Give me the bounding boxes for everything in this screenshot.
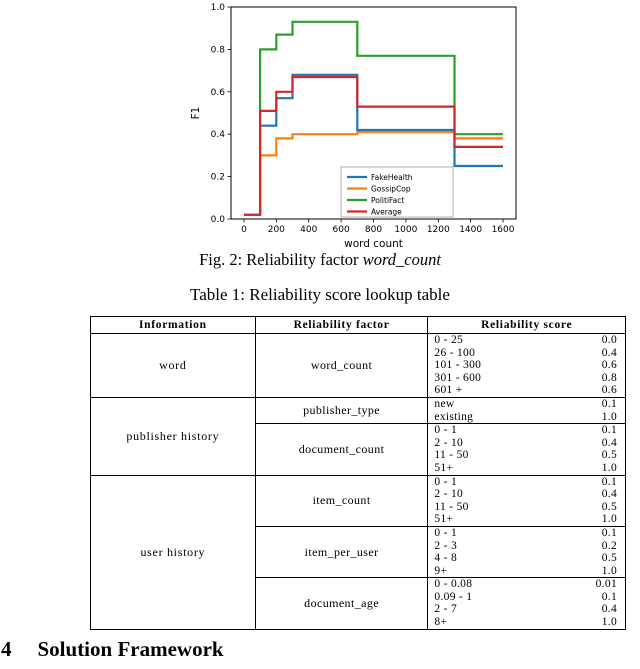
score-value: 0.4 bbox=[601, 436, 617, 449]
score-value: 0.1 bbox=[601, 475, 617, 488]
score-range: 11 - 50 bbox=[434, 449, 469, 462]
y-tick-label: 0.0 bbox=[210, 215, 225, 225]
score-line bbox=[434, 578, 617, 591]
legend-label-Average: Average bbox=[371, 207, 402, 217]
x-tick-label: 1200 bbox=[426, 225, 450, 235]
y-tick-label: 0.2 bbox=[210, 172, 225, 183]
reliability-factor-cell: item_per_user bbox=[255, 526, 428, 577]
y-tick-label: 0.6 bbox=[210, 87, 225, 98]
score-range: 301 - 600 bbox=[434, 371, 482, 384]
score-line bbox=[434, 476, 617, 489]
score-value: 0.1 bbox=[601, 424, 617, 437]
score-range: 51+ bbox=[434, 513, 454, 526]
score-value: 0.1 bbox=[601, 590, 617, 603]
score-line bbox=[434, 616, 617, 629]
score-value: 0.1 bbox=[601, 526, 617, 539]
score-line bbox=[434, 424, 617, 437]
score-value: 1.0 bbox=[601, 513, 617, 526]
score-value: 0.4 bbox=[601, 488, 617, 501]
legend-label-PolitiFact: PolitiFact bbox=[371, 195, 405, 205]
score-line bbox=[434, 411, 617, 424]
table-row bbox=[91, 475, 626, 526]
score-range: new bbox=[434, 397, 455, 410]
score-line bbox=[434, 488, 617, 501]
figure-2-chart bbox=[186, 1, 531, 253]
score-range: 0 - 1 bbox=[434, 526, 458, 539]
score-range: 101 - 300 bbox=[434, 359, 482, 372]
score-value: 0.4 bbox=[601, 346, 617, 359]
y-tick-label: 0.8 bbox=[210, 45, 225, 56]
reliability-factor-cell: document_age bbox=[255, 578, 428, 629]
score-value: 0.5 bbox=[601, 449, 617, 462]
score-range: 26 - 100 bbox=[434, 346, 476, 359]
score-range: 8+ bbox=[434, 616, 448, 629]
score-range: 2 - 10 bbox=[434, 436, 464, 449]
score-value: 1.0 bbox=[601, 616, 617, 629]
score-line bbox=[434, 437, 617, 450]
figure-caption-term: word_count bbox=[362, 250, 441, 269]
x-tick-label: 1400 bbox=[459, 225, 483, 235]
score-line bbox=[434, 603, 617, 616]
score-range: 0 - 1 bbox=[434, 424, 458, 437]
reliability-factor-cell: word_count bbox=[255, 334, 428, 398]
score-value: 0.6 bbox=[601, 384, 617, 397]
score-range: 9+ bbox=[434, 564, 448, 577]
x-tick-label: 200 bbox=[267, 225, 285, 235]
section-number: 4 bbox=[1, 637, 12, 661]
header-reliability-score: Reliability score bbox=[428, 317, 626, 334]
score-line bbox=[434, 372, 617, 385]
x-tick-label: 1600 bbox=[491, 225, 515, 235]
score-line bbox=[434, 359, 617, 372]
score-value: 1.0 bbox=[601, 564, 617, 577]
section-heading bbox=[1, 637, 224, 662]
score-line bbox=[434, 501, 617, 514]
score-line bbox=[434, 565, 617, 578]
score-value: 1.0 bbox=[601, 410, 617, 423]
score-line bbox=[434, 334, 617, 347]
score-value: 0.0 bbox=[601, 334, 617, 346]
header-information: Information bbox=[91, 317, 256, 334]
table-header-row bbox=[91, 317, 626, 334]
x-tick-label: 1000 bbox=[394, 225, 418, 235]
score-line bbox=[434, 462, 617, 475]
score-value: 0.01 bbox=[595, 578, 617, 591]
table-row bbox=[91, 397, 626, 423]
score-value: 0.5 bbox=[601, 552, 617, 565]
score-value: 0.8 bbox=[601, 371, 617, 384]
score-line bbox=[434, 513, 617, 526]
score-range: 0 - 25 bbox=[434, 334, 464, 346]
score-range: 0.09 - 1 bbox=[434, 590, 473, 603]
score-line bbox=[434, 449, 617, 462]
score-line bbox=[434, 552, 617, 565]
score-line bbox=[434, 591, 617, 604]
figure-caption-text: Fig. 2: Reliability factor bbox=[199, 250, 363, 269]
chart-legend bbox=[341, 167, 453, 217]
section-title: Solution Framework bbox=[37, 637, 224, 661]
reliability-score-cell bbox=[428, 526, 626, 577]
score-value: 0.4 bbox=[601, 603, 617, 616]
x-tick-label: 400 bbox=[300, 225, 318, 235]
score-range: 2 - 3 bbox=[434, 539, 458, 552]
score-value: 1.0 bbox=[601, 461, 617, 474]
reliability-factor-cell: document_count bbox=[255, 424, 428, 475]
x-tick-label: 0 bbox=[241, 225, 247, 235]
score-range: 11 - 50 bbox=[434, 500, 469, 513]
line-chart bbox=[186, 1, 531, 253]
score-line bbox=[434, 398, 617, 411]
score-line bbox=[434, 540, 617, 553]
information-cell: user history bbox=[91, 475, 256, 629]
reliability-factor-cell: item_count bbox=[255, 475, 428, 526]
table-row bbox=[91, 334, 626, 398]
y-tick-label: 0.4 bbox=[210, 130, 225, 141]
x-tick-label: 600 bbox=[332, 225, 350, 235]
x-tick-label: 800 bbox=[364, 225, 383, 235]
score-value: 0.1 bbox=[601, 397, 617, 410]
information-cell: word bbox=[91, 334, 256, 398]
x-axis-label: word count bbox=[344, 238, 403, 250]
legend-label-GossipCop: GossipCop bbox=[371, 184, 411, 194]
y-tick-label: 1.0 bbox=[210, 3, 225, 13]
score-line bbox=[434, 384, 617, 397]
reliability-score-cell bbox=[428, 424, 626, 475]
score-value: 0.6 bbox=[601, 359, 617, 372]
score-range: 0 - 1 bbox=[434, 475, 458, 488]
information-cell: publisher history bbox=[91, 397, 256, 475]
score-range: existing bbox=[434, 410, 474, 423]
score-range: 2 - 7 bbox=[434, 603, 458, 616]
score-line bbox=[434, 347, 617, 360]
score-range: 0 - 0.08 bbox=[434, 578, 473, 591]
lookup-table bbox=[90, 316, 626, 630]
score-range: 4 - 8 bbox=[434, 552, 458, 565]
table-caption: Table 1: Reliability score lookup table bbox=[190, 285, 450, 304]
reliability-score-cell bbox=[428, 578, 626, 629]
reliability-score-cell bbox=[428, 334, 626, 398]
score-range: 2 - 10 bbox=[434, 488, 464, 501]
y-axis-label: F1 bbox=[190, 106, 202, 120]
reliability-score-cell bbox=[428, 397, 626, 423]
legend-label-FakeHealth: FakeHealth bbox=[371, 172, 413, 182]
score-range: 601 + bbox=[434, 384, 463, 397]
score-value: 0.5 bbox=[601, 500, 617, 513]
header-reliability-factor: Reliability factor bbox=[255, 317, 428, 334]
score-value: 0.2 bbox=[601, 539, 617, 552]
reliability-score-cell bbox=[428, 475, 626, 526]
score-range: 51+ bbox=[434, 461, 454, 474]
reliability-factor-cell: publisher_type bbox=[255, 397, 428, 423]
score-line bbox=[434, 527, 617, 540]
figure-caption bbox=[0, 250, 640, 270]
